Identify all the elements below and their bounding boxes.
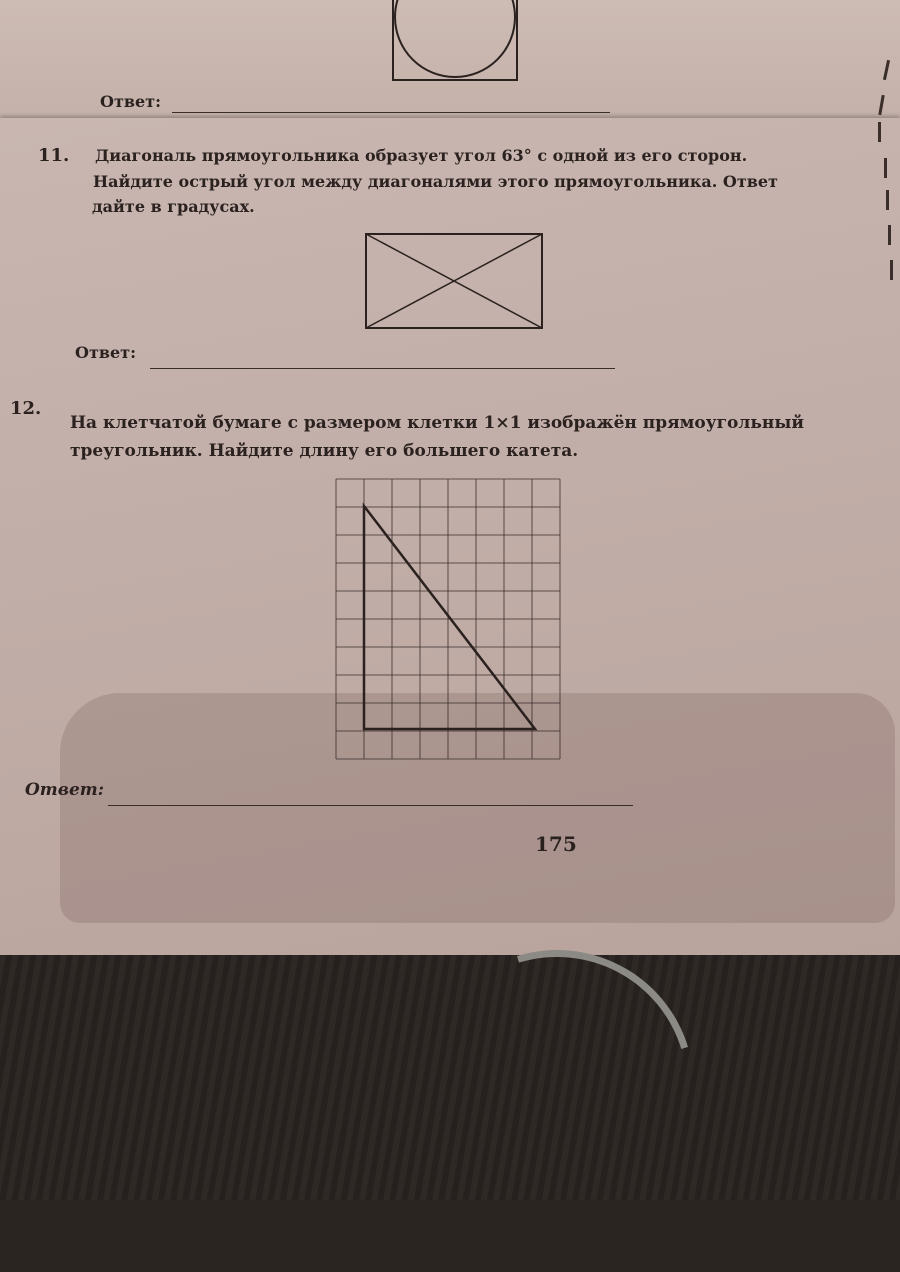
problem-11-line-2: Найдите острый угол между диагоналями этого прямоугольника. Ответ: [93, 172, 778, 191]
problem-11-number: 11.: [38, 145, 70, 166]
prev-answer-label: Ответ:: [100, 92, 161, 111]
perforation-mark: [890, 260, 893, 280]
problem-11-answer-label: Ответ:: [75, 343, 136, 362]
problem-12-answer-line[interactable]: [108, 805, 633, 806]
circle-in-square-figure: [385, 0, 525, 82]
problem-11-line-1: Диагональ прямоугольника образует угол 63° с одной из его сторон.: [95, 146, 748, 165]
problem-12-line-1: На клетчатой бумаге с размером клетки 1×1 изображён прямоугольный: [70, 413, 805, 433]
problem-11-answer-line[interactable]: [150, 368, 615, 369]
problem-12-number: 12.: [10, 398, 42, 419]
grid-triangle-figure: [320, 474, 580, 774]
perforation-mark: [888, 225, 891, 245]
prev-answer-line: [172, 112, 610, 113]
problem-12-answer-label: Ответ:: [25, 780, 105, 800]
problem-11-line-3: дайте в градусах.: [92, 197, 255, 216]
problem-12-line-2: треугольник. Найдите длину его большего катета.: [70, 441, 579, 461]
previous-page-strip: [0, 0, 900, 120]
page-number: 175: [535, 832, 577, 856]
perforation-mark: [884, 158, 887, 178]
perforation-mark: [886, 190, 889, 210]
rectangle-with-diagonals-figure: [362, 231, 548, 333]
perforation-mark: [878, 122, 881, 142]
